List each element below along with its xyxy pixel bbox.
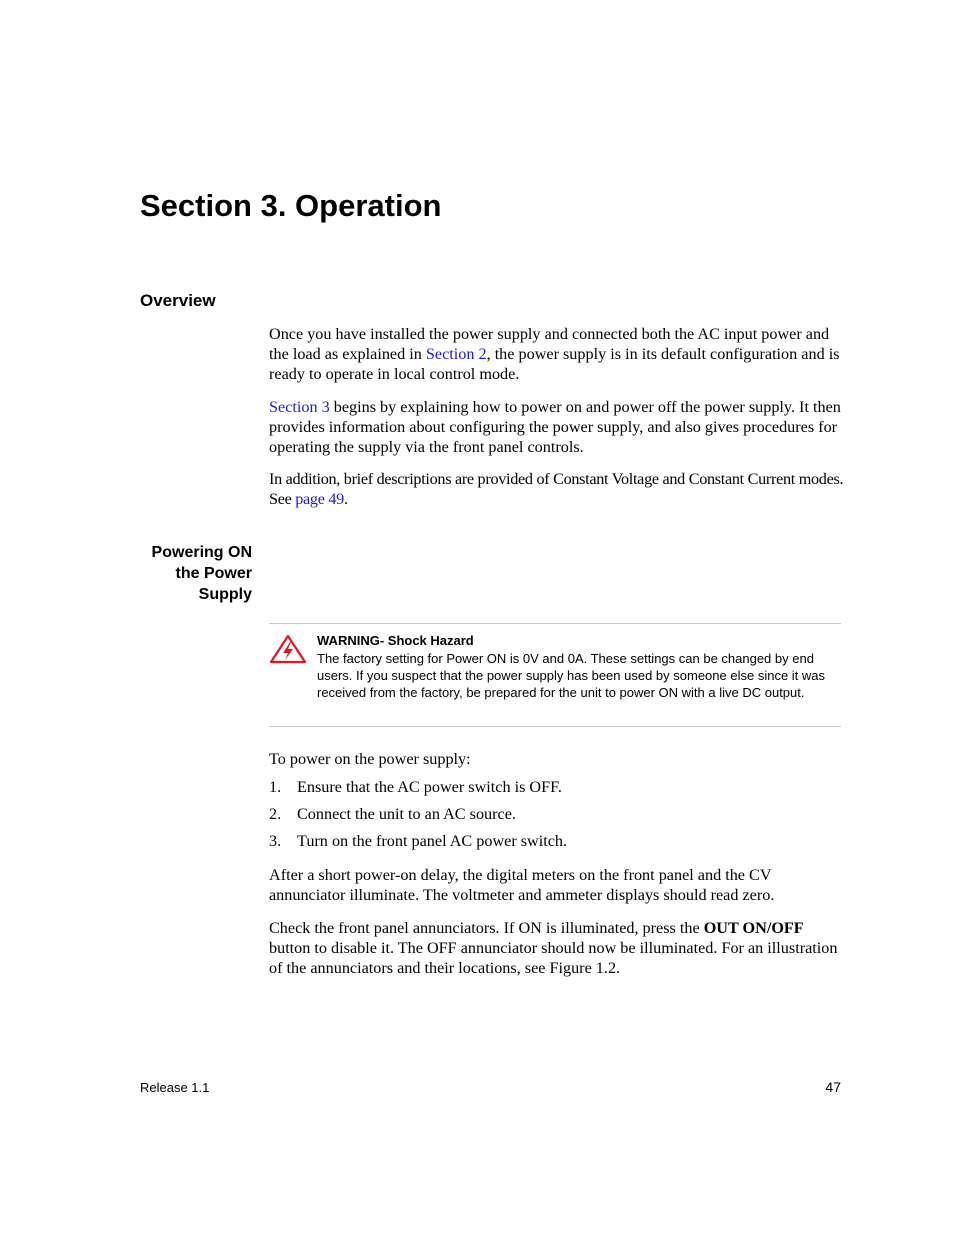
step-text: Ensure that the AC power switch is OFF. xyxy=(297,778,562,796)
page-title: Section 3. Operation xyxy=(140,188,442,223)
section-2-link[interactable]: Section 2 xyxy=(425,344,487,363)
warning-text: The factory setting for Power ON is 0V and 0A. These settings can be changed by end users. If you suspect that the power supply has been used by someone else since it was received from the factory, be prepared for the unit to power ON with a live DC output. xyxy=(317,651,826,700)
paragraph-text: button to disable it. The OFF annunciator should now be illuminated. For an illustration of the annunciators and their locations, see Figure 1.2. xyxy=(269,938,838,977)
paragraph-text: Once you have installed the power supply and connected both the AC input power and the load as explained in xyxy=(269,325,830,363)
step-number: 2. xyxy=(269,805,282,823)
heading-line: the Power xyxy=(175,565,252,582)
step-text: Turn on the front panel AC power switch. xyxy=(297,832,568,850)
step-number: 3. xyxy=(269,832,282,850)
paragraph-text: begins by explaining how to power on and power off the power supply. It then provides information about configuring the power supply, and also gives procedures for operating the supply via the front panel controls. xyxy=(269,398,841,456)
paragraph-text: . xyxy=(343,489,348,508)
section-3-link[interactable]: Section 3 xyxy=(269,398,330,416)
paragraph-text: , the power supply is in its default configuration and is ready to operate in local control mode. xyxy=(269,344,840,383)
list-item xyxy=(269,778,844,805)
powering-on-heading xyxy=(120,542,252,605)
heading-line: Powering ON xyxy=(151,544,252,561)
after-paragraph: After a short power-on delay, the digital meters on the front panel and the CV annunciator illuminate. The voltmeter and ammeter displays should read zero. xyxy=(269,866,775,904)
step-number: 1. xyxy=(269,778,282,796)
warning-box xyxy=(269,623,841,727)
steps-list xyxy=(269,778,844,859)
footer-page-number: 47 xyxy=(825,1079,841,1095)
overview-paragraph-1 xyxy=(269,325,844,384)
out-on-off-label: OUT ON/OFF xyxy=(703,919,804,937)
list-item xyxy=(269,805,844,832)
check-paragraph xyxy=(269,919,844,978)
shock-hazard-icon xyxy=(269,634,307,664)
overview-heading: Overview xyxy=(140,291,216,310)
warning-title: WARNING- Shock Hazard xyxy=(317,633,474,648)
overview-paragraph-3 xyxy=(269,470,844,510)
steps-intro: To power on the power supply: xyxy=(269,750,471,768)
step-text: Connect the unit to an AC source. xyxy=(297,805,516,823)
paragraph-text: Check the front panel annunciators. If ON is illuminated, press the xyxy=(269,919,704,937)
overview-paragraph-2 xyxy=(269,398,844,457)
list-item xyxy=(269,832,844,859)
heading-line: Supply xyxy=(198,586,252,603)
page-49-link[interactable]: page 49 xyxy=(295,489,344,508)
footer-release: Release 1.1 xyxy=(140,1080,210,1095)
paragraph-text: In addition, brief descriptions are provided of Constant Voltage and Constant Current modes. See xyxy=(269,470,844,508)
